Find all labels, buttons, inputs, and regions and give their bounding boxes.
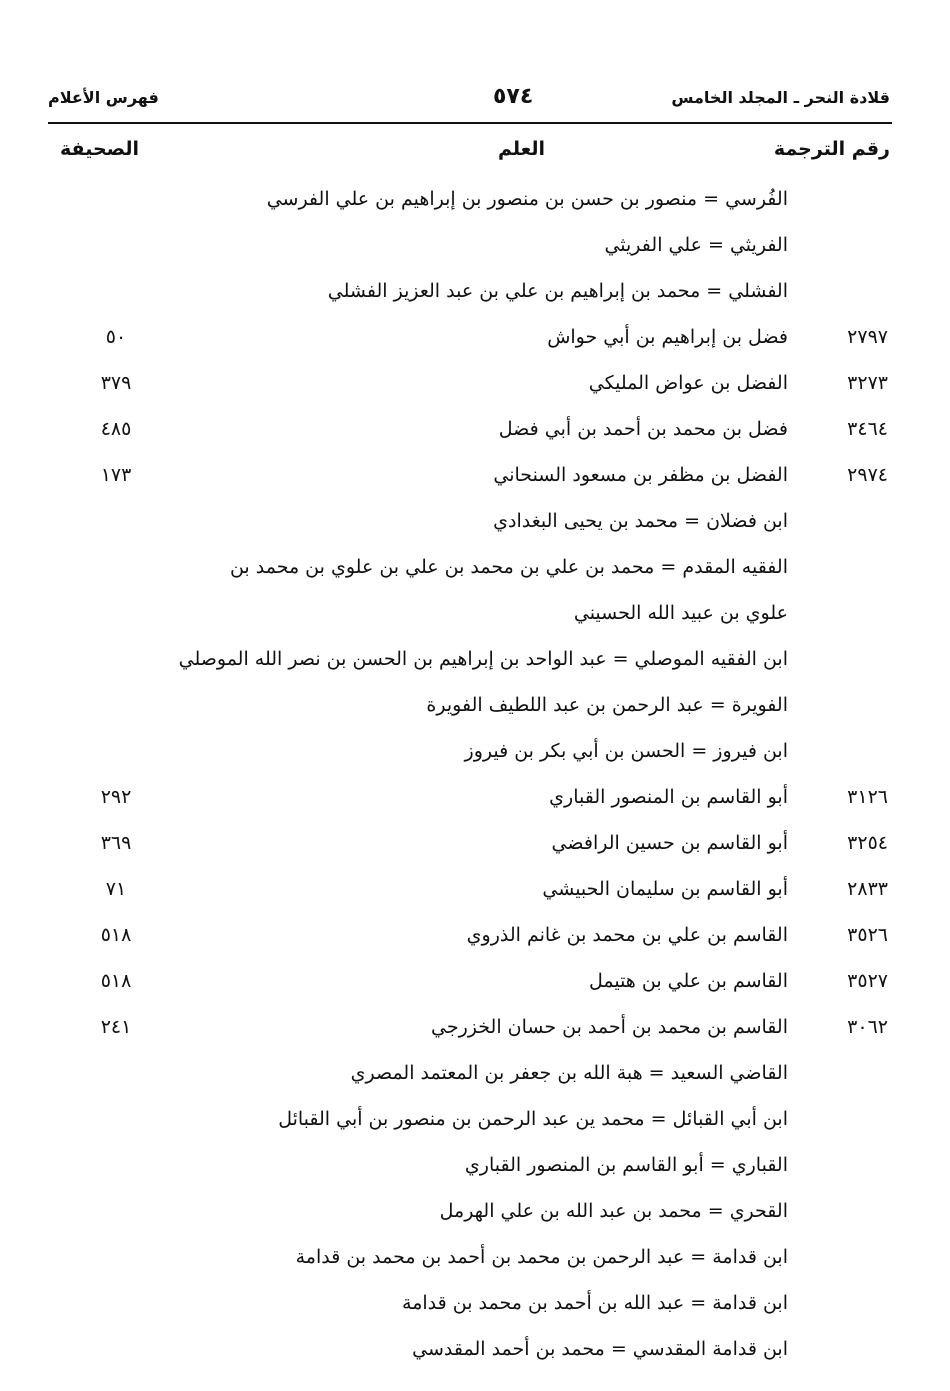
entry-name: الفقيه المقدم = محمد بن علي بن محمد بن علي بن علوي بن محمد بن (229, 556, 788, 578)
entry-name: الفريثي = علي الفريثي (604, 234, 788, 256)
entry-number: ٣٢٥٤ (847, 832, 888, 854)
entry-number: ٢٩٧٤ (847, 464, 888, 486)
index-entry (0, 222, 950, 268)
entry-number: ٣٠٦٢ (847, 1016, 888, 1038)
entry-name: ابن أبي القبائل = محمد ين عبد الرحمن بن منصور بن أبي القبائل (278, 1108, 788, 1130)
entry-name: القباري = أبو القاسم بن المنصور القباري (464, 1154, 788, 1176)
entry-number: ٣١٢٦ (847, 786, 888, 808)
index-entry (0, 268, 950, 314)
entry-name: أبو القاسم بن المنصور القباري (549, 786, 788, 808)
section-title: فهرس الأعلام (48, 88, 159, 107)
entry-name: القاسم بن علي بن هتيمل (588, 970, 788, 992)
index-entry (0, 498, 950, 544)
entry-page: ٢٩٢ (100, 786, 132, 808)
index-entry (0, 1326, 950, 1372)
index-entry (0, 912, 950, 958)
entry-name: الفشلي = محمد بن إبراهيم بن علي بن عبد العزيز الفشلي (327, 280, 788, 302)
entry-name: علوي بن عبيد الله الحسيني (573, 602, 788, 624)
index-entry (0, 314, 950, 360)
running-header (48, 84, 890, 114)
entry-name: القاسم بن محمد بن أحمد بن حسان الخزرجي (431, 1016, 788, 1038)
index-entry (0, 176, 950, 222)
index-entry (0, 1096, 950, 1142)
entry-name: فضل بن إبراهيم بن أبي حواش (547, 326, 788, 348)
entry-name: ابن فضلان = محمد بن يحيى البغدادي (493, 510, 788, 532)
entry-page: ٢٤١ (100, 1016, 132, 1038)
index-entry (0, 866, 950, 912)
entry-page: ٣٦٩ (100, 832, 132, 854)
index-entry (0, 544, 950, 590)
index-entry (0, 406, 950, 452)
entry-name: ابن قدامة = عبد الرحمن بن محمد بن أحمد بن محمد بن قدامة (295, 1246, 788, 1268)
entry-name: ابن فيروز = الحسن بن أبي بكر بن فيروز (464, 740, 788, 762)
index-entry (0, 1142, 950, 1188)
index-entry (0, 728, 950, 774)
entry-number: ٣٥٢٧ (847, 970, 888, 992)
index-entry (0, 820, 950, 866)
index-entry (0, 1004, 950, 1050)
index-entry (0, 1234, 950, 1280)
entry-number: ٢٨٣٣ (847, 878, 888, 900)
column-header-page: الصحيفة (60, 138, 140, 160)
entry-name: القحري = محمد بن عبد الله بن علي الهرمل (439, 1200, 788, 1222)
entry-name: ابن الفقيه الموصلي = عبد الواحد بن إبراهيم بن الحسن بن نصر الله الموصلي (178, 648, 788, 670)
entry-name: الفضل بن عواض المليكي (588, 372, 788, 394)
entry-name: أبو القاسم بن حسين الرافضي (551, 832, 788, 854)
entry-name: الفويرة = عبد الرحمن بن عبد اللطيف الفويرة (426, 694, 788, 716)
index-entry (0, 682, 950, 728)
page-number: ٥٧٤ (493, 84, 534, 109)
entry-number: ٣٢٧٣ (847, 372, 888, 394)
column-header-number: رقم الترجمة (773, 138, 890, 160)
entry-name: القاسم بن علي بن محمد بن غانم الذروي (466, 924, 788, 946)
entry-page: ٥٠ (105, 326, 127, 348)
index-entry (0, 958, 950, 1004)
index-entry (0, 774, 950, 820)
column-header-name: العلم (498, 138, 546, 160)
index-entry (0, 590, 950, 636)
entry-page: ٧١ (105, 878, 127, 900)
entry-name: الفضل بن مظفر بن مسعود السنحاني (493, 464, 788, 486)
index-entry (0, 1050, 950, 1096)
index-entry (0, 636, 950, 682)
entry-page: ٥١٨ (100, 924, 132, 946)
entry-page: ١٧٣ (100, 464, 132, 486)
entry-number: ٣٤٦٤ (847, 418, 888, 440)
entry-page: ٥١٨ (100, 970, 132, 992)
entry-name: الفُرسي = منصور بن حسن بن منصور بن إبراهيم بن علي الفرسي (266, 188, 788, 210)
index-entry (0, 1280, 950, 1326)
book-title: قلادة النحر ـ المجلد الخامس (671, 88, 890, 107)
index-entry (0, 1188, 950, 1234)
entry-name: أبو القاسم بن سليمان الحبيشي (542, 878, 788, 900)
entry-number: ٣٥٢٦ (847, 924, 888, 946)
index-entry (0, 452, 950, 498)
entry-name: ابن قدامة = عبد الله بن أحمد بن محمد بن قدامة (402, 1292, 788, 1314)
entry-name: ابن قدامة المقدسي = محمد بن أحمد المقدسي (412, 1338, 788, 1360)
index-entry (0, 360, 950, 406)
index-entries (0, 176, 950, 1372)
entry-page: ٣٧٩ (100, 372, 132, 394)
entry-number: ٢٧٩٧ (847, 326, 888, 348)
entry-name: فضل بن محمد بن أحمد بن أبي فضل (498, 418, 788, 440)
entry-page: ٤٨٥ (100, 418, 132, 440)
header-rule (48, 122, 892, 124)
column-headers (48, 138, 890, 168)
entry-name: القاضي السعيد = هبة الله بن جعفر بن المعتمد المصري (350, 1062, 788, 1084)
